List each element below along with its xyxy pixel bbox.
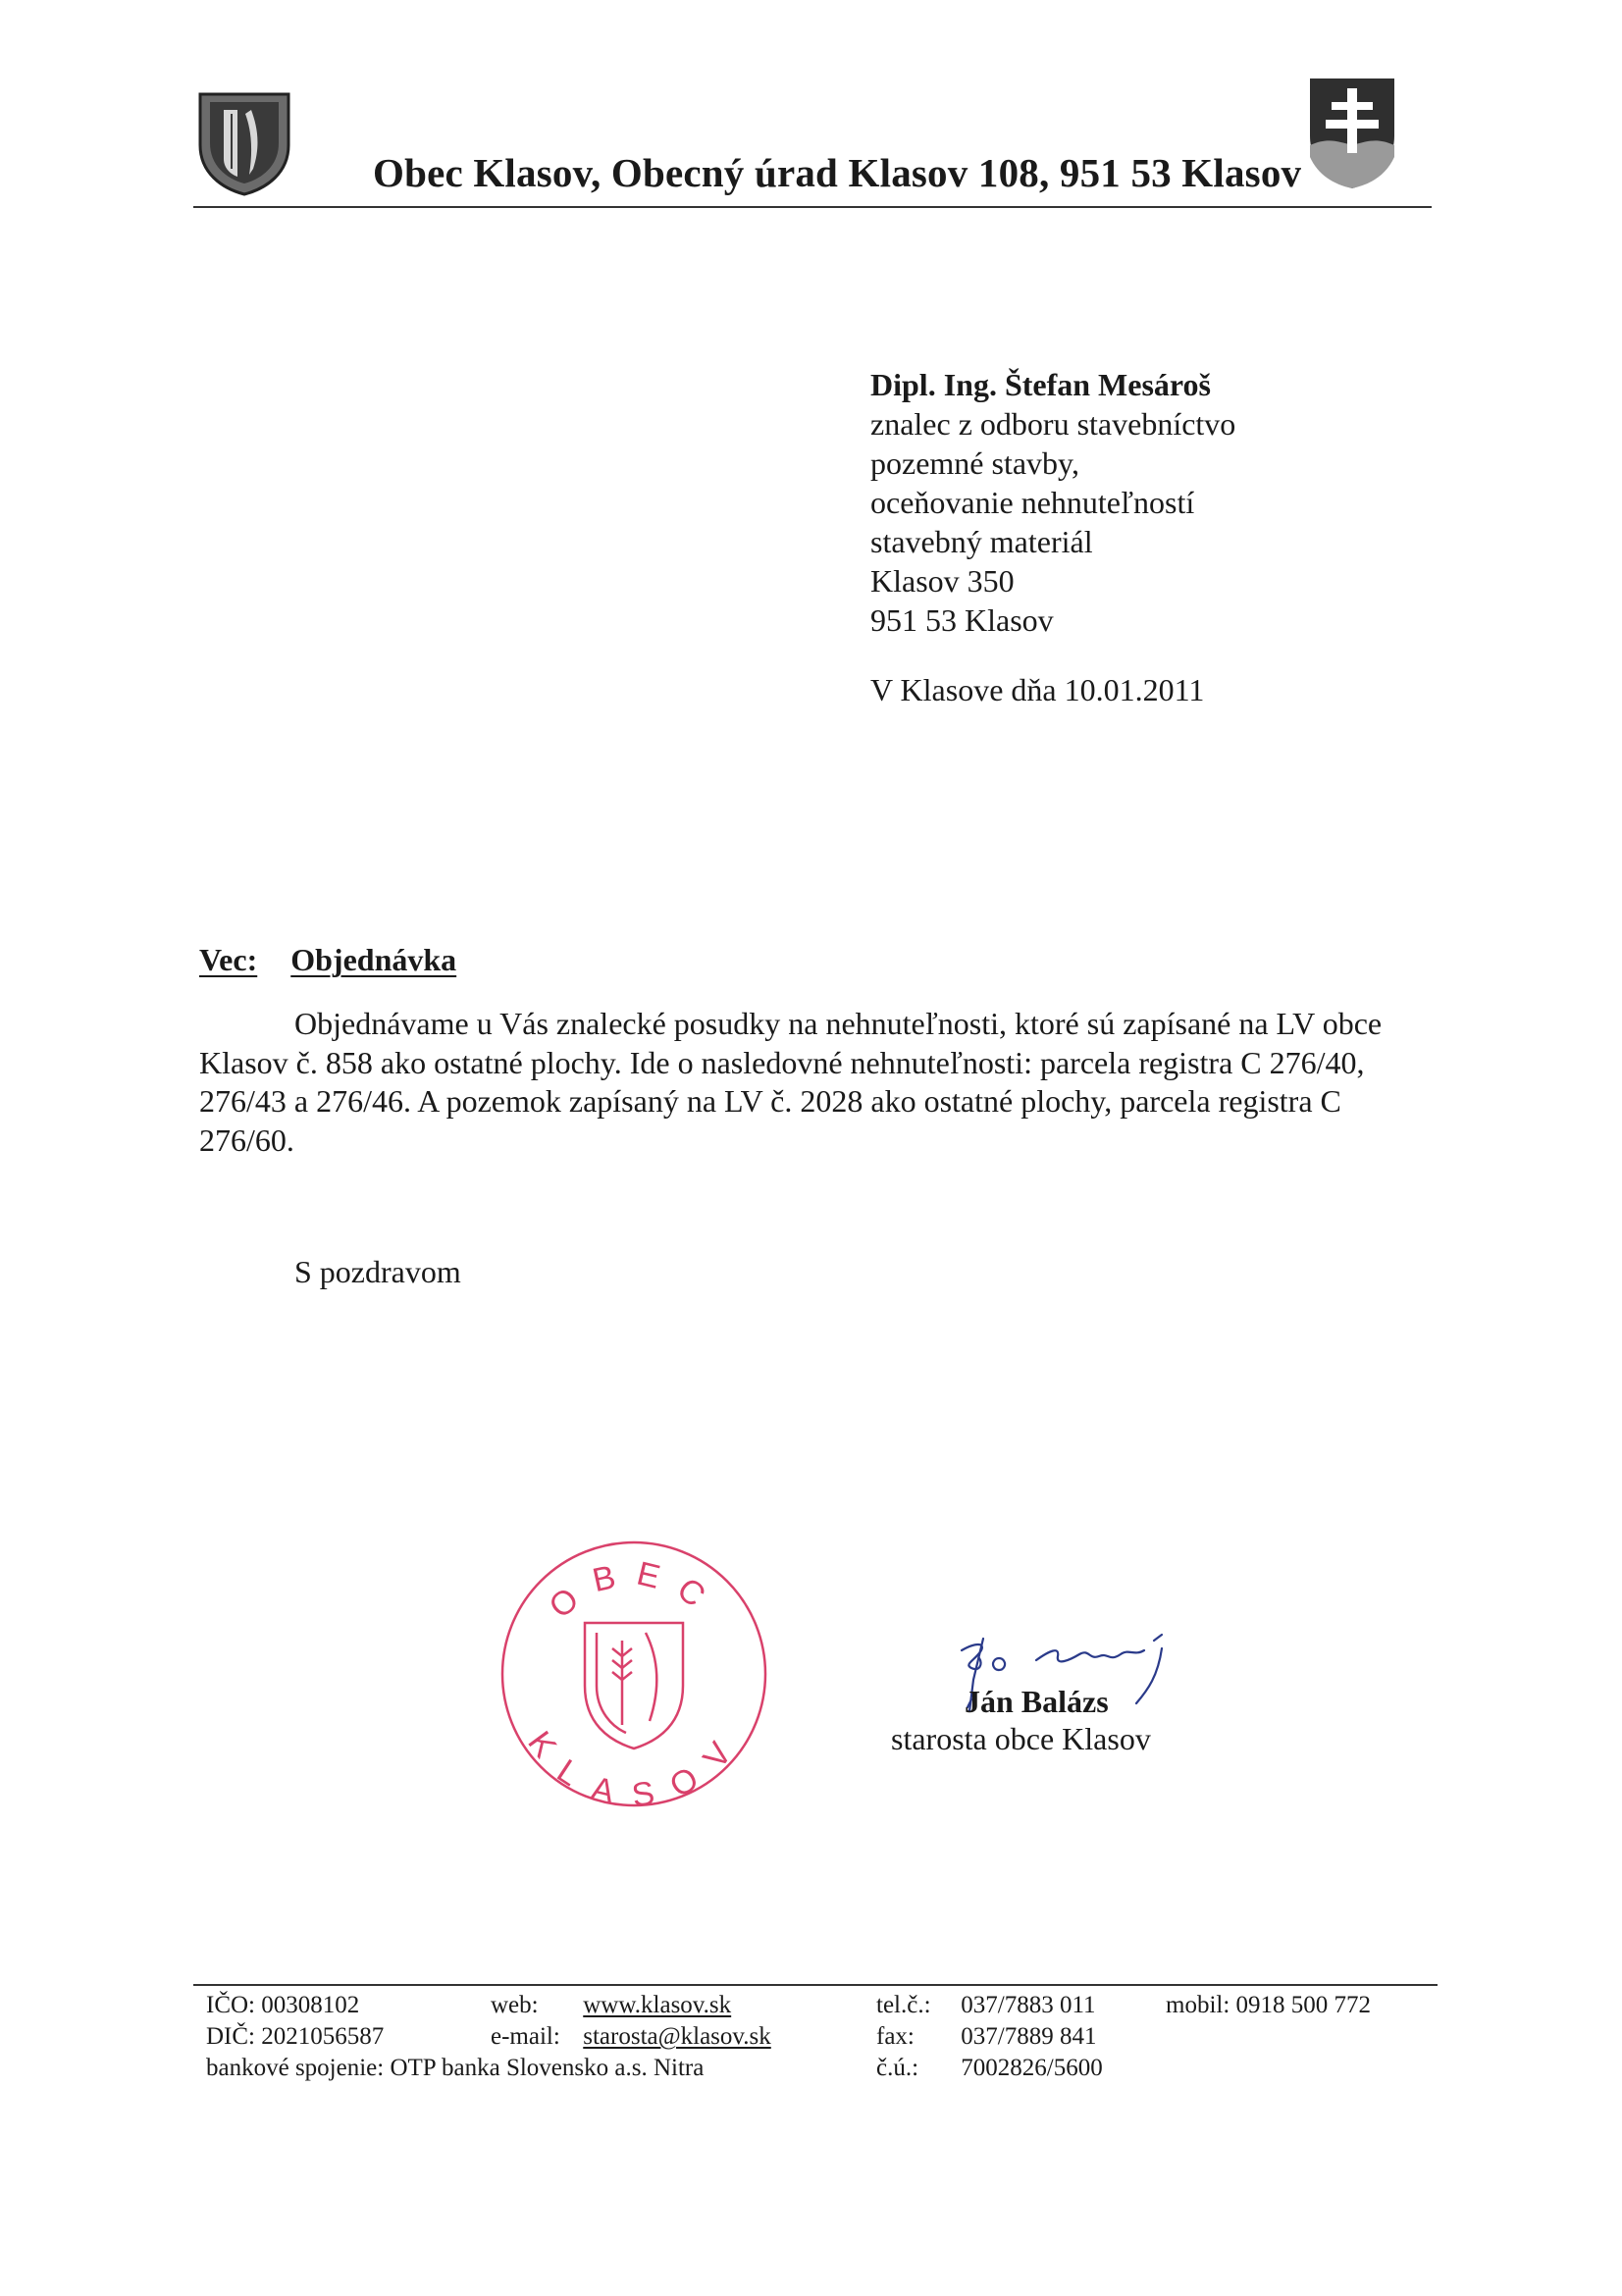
footer-account-label: č.ú.: (876, 2055, 919, 2081)
footer-web-label: web: (491, 1992, 539, 2018)
email-link[interactable]: starosta@klasov.sk (583, 2023, 771, 2050)
village-crest-icon (196, 90, 292, 196)
recipient-line: 951 53 Klasov (870, 602, 1054, 638)
recipient-line: stavebný materiál (870, 524, 1093, 559)
page-title: Obec Klasov, Obecný úrad Klasov 108, 951 53 Klasov (373, 150, 1302, 195)
subject-value: Objednávka (290, 942, 457, 977)
official-stamp (498, 1539, 769, 1809)
svg-text:OBEC (543, 1554, 726, 1626)
signer-name: Ján Balázs (965, 1684, 1109, 1719)
slovak-emblem-icon (1308, 77, 1396, 190)
recipient-address (870, 365, 1235, 640)
footer-divider (193, 1984, 1438, 1986)
recipient-line: znalec z odboru stavebníctvo (870, 406, 1236, 442)
place-date: V Klasove dňa 10.01.2011 (870, 672, 1205, 707)
signer-title: starosta obce Klasov (891, 1721, 1151, 1756)
recipient-line: oceňovanie nehnuteľností (870, 485, 1195, 520)
header-divider (193, 206, 1432, 208)
recipient-line: Klasov 350 (870, 563, 1015, 599)
footer-mobile-number: mobil: 0918 500 772 (1166, 1992, 1372, 2018)
subject-label: Vec: (199, 942, 258, 977)
footer-dic: DIČ: 2021056587 (206, 2023, 385, 2050)
website-link[interactable]: www.klasov.sk (583, 1992, 732, 2018)
recipient-name: Dipl. Ing. Štefan Mesároš (870, 367, 1211, 402)
footer-contacts (491, 1990, 771, 2053)
footer-phones (876, 1990, 1103, 2084)
footer-account-value: 7002826/5600 (961, 2055, 1103, 2081)
body-paragraph: Objednávame u Vás znalecké posudky na nehnuteľnosti, ktoré sú zapísané na LV obce Klasov č. 858 ako ostatné plochy. Ide o nasledovné nehnuteľnosti: parcela registra C 276/40, 276/43 a 276/46. A pozemok zapísaný na LV č. 2028 ako ostatné plochy, parcela registra C 276/60. (199, 1006, 1383, 1158)
stamp-text-top: OBEC (542, 1554, 726, 1626)
greeting: S pozdravom (294, 1254, 461, 1289)
stamp-text-bottom: KLASOV (520, 1724, 748, 1809)
footer-bank: bankové spojenie: OTP banka Slovensko a.s. Nitra (206, 2055, 705, 2081)
footer-email-label: e-mail: (491, 2023, 560, 2050)
footer-fax-label: fax: (876, 2023, 915, 2050)
svg-text:KLASOV (520, 1725, 747, 1809)
footer-ico: IČO: 00308102 (206, 1992, 360, 2018)
footer-tel-label: tel.č.: (876, 1992, 931, 2018)
footer-fax-value: 037/7889 841 (961, 2023, 1097, 2050)
recipient-line: pozemné stavby, (870, 445, 1079, 481)
footer-tel-value: 037/7883 011 (961, 1992, 1096, 2018)
subject-line (199, 942, 456, 978)
footer-mobile (1166, 1990, 1371, 2021)
